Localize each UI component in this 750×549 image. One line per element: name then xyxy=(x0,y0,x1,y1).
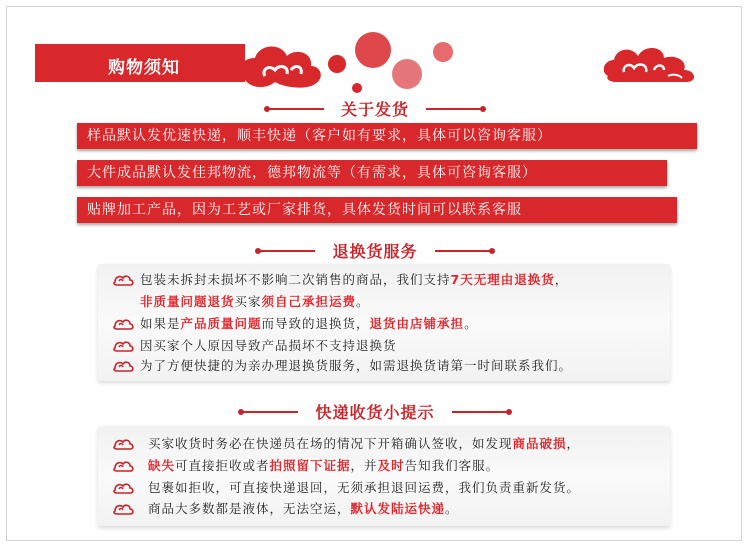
cloud-bullet-icon xyxy=(113,339,135,353)
shipping-bar-2: 大件成品默认发佳邦物流，德邦物流等（有需求，具体可咨询客服） xyxy=(77,160,667,186)
tips-line-2: 缺失可直接拒收或者拍照留下证据，并及时告知我们客服。 xyxy=(148,458,500,473)
returns-line-5: 为了方便快捷的为亲办理退换货服务，如需退换货请第一时间联系我们。 xyxy=(140,358,573,373)
header-line-left xyxy=(259,250,315,252)
section-header-delivery-tips xyxy=(0,400,750,423)
cloud-bullet-icon xyxy=(113,359,135,373)
header-line-right xyxy=(426,108,482,110)
header-line-right xyxy=(452,411,508,413)
cloud-bullet-icon xyxy=(113,502,135,516)
cloud-bullet-icon xyxy=(113,273,135,287)
returns-line-4: 因买家个人原因导致产品损坏不支持退换货 xyxy=(140,338,397,353)
tips-line-3: 包裹如拒收，可直接快递退回，无须承担退回运费，我们负责重新发货。 xyxy=(148,480,581,495)
section-header-returns xyxy=(0,239,750,262)
header-line-left xyxy=(242,411,298,413)
cloud-bullet-icon xyxy=(113,459,135,473)
section-header-shipping xyxy=(0,97,750,120)
section-title: 快递收货小提示 xyxy=(315,403,435,422)
page-title: 购物须知 xyxy=(108,58,180,78)
shipping-bar-3: 贴牌加工产品，因为工艺或厂家排货，具体发货时间可以联系客服 xyxy=(77,197,677,223)
cloud-bullet-icon xyxy=(113,317,135,331)
cloud-bullet-icon xyxy=(113,481,135,495)
cloud-bullet-icon xyxy=(113,437,135,451)
section-title: 关于发货 xyxy=(340,100,409,119)
section-title: 退换货服务 xyxy=(332,242,418,261)
shipping-bar-1: 样品默认发优速快递，顺丰快递（客户如有要求，具体可以咨询客服） xyxy=(77,123,697,149)
header-line-right xyxy=(435,250,491,252)
returns-line-2: 非质量问题退货买家须自己承担运费。 xyxy=(140,294,370,309)
returns-line-3: 如果是产品质量问题而导致的退换货，退货由店铺承担。 xyxy=(140,316,478,331)
header-line-left xyxy=(268,108,324,110)
tips-line-4: 商品大多数都是液体，无法空运，默认发陆运快递。 xyxy=(148,501,459,516)
tips-line-1: 买家收货时务必在快递员在场的情况下开箱确认签收，如发现商品破损， xyxy=(148,436,581,451)
cloud-decoration-icon xyxy=(225,30,465,105)
cloud-ornament-icon xyxy=(598,38,708,88)
returns-line-1: 包装未拆封未损坏不影响二次销售的商品，我们支持7天无理由退换货， xyxy=(140,272,569,287)
